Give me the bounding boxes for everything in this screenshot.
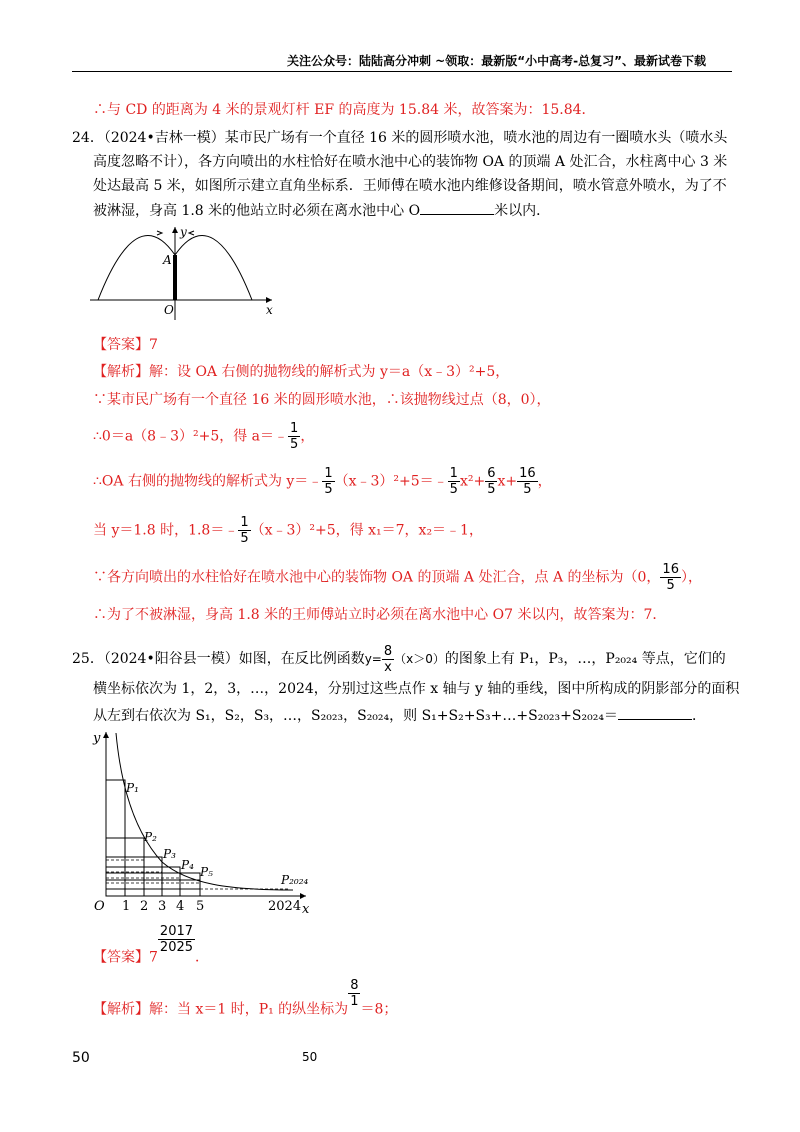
q24-frac-1-5: $\frac{1}{5}$	[290, 421, 299, 452]
q25-function: y= $\frac{8}{x}$ （x＞0）	[364, 644, 445, 675]
prev-conclusion: ∴与 CD 的距离为 4 米的景观灯杆 EF 的高度为 15.84 米，故答案为：15.84．	[93, 102, 596, 118]
q24-line-4-text: 被淋湿，身高 1.8 米的他站立时必须在离水池中心 O	[93, 203, 421, 219]
q24-sol-4: ∴OA 右侧的抛物线的解析式为 y＝﹣ $\frac{1}{5}$ （x﹣3）²+5＝﹣ $\frac{1}{5}$ x²+ $\frac{6}{5}$ x+ $\frac{16}{5}$ ，	[93, 466, 552, 497]
q25-tick-5: 5	[196, 899, 205, 914]
q25-label-P2024: P₂₀₂₄	[281, 873, 309, 887]
q24-line-3: 处达最高 5 米，如图所示建立直角坐标系．王师傅在喷水池内维修设备期间，喷水管意外喷水，为了不	[93, 178, 727, 194]
q25-sol-1: 【解析】解：当 x＝1 时，P₁ 的纵坐标为 $\frac{8}{1}$ ＝8；	[93, 978, 398, 1018]
q25-label-P5: P₅	[200, 865, 213, 879]
q24-left-parabola	[98, 235, 175, 300]
q24-label-y: y	[180, 225, 187, 239]
q25-line-1: 25．（2024•阳谷县一模）如图，在反比例函数y= $\frac{8}{x}$ （x＞0）的图象上有 P₁，P₃，…，P₂₀₂₄ 等点，它们的	[72, 644, 726, 675]
q24-sol-3-text: ∴0＝a（8﹣3）²+5，得 a＝﹣	[93, 428, 289, 445]
header-rule	[72, 71, 732, 72]
q25-frac-8-1: $\frac{8}{1}$	[350, 978, 359, 1009]
q24-sol-6-text: ∵各方向喷出的水柱恰好在喷水池中心的装饰物 OA 的顶端 A 处汇合，点 A 的坐标为（0，	[93, 569, 661, 586]
q25-line-2: 横坐标依次为 1，2，3，…，2024，分别过这些点作 x 轴与 y 轴的垂线，图中所构成的阴影部分的面积	[93, 681, 740, 697]
footer-page-center: 50	[302, 1050, 318, 1064]
q25-answer: 【答案】7 $\frac{2017}{2025}$ ．	[93, 924, 210, 966]
q24-answer	[93, 334, 158, 354]
q24-sol-5-text: 当 y＝1.8 时，1.8＝﹣	[93, 522, 239, 539]
q25-tick-3: 3	[158, 899, 167, 914]
q25-tick-1: 1	[122, 899, 131, 914]
q24-sol-7: ∴为了不被淋湿，身高 1.8 米的王师傅站立时必须在离水池中心 O7 米以内，故答案为：7．	[93, 607, 667, 623]
q25-answer-label: 【答案】	[93, 949, 149, 966]
q24-line-1: 24．（2024•吉林一模）某市民广场有一个直径 16 米的圆形喷水池，喷水池的周边有一圈喷水头（喷水头	[72, 130, 728, 146]
q24-line-2: 高度忽略不计），各方向喷出的水柱恰好在喷水池中心的装饰物 OA 的顶端 A 处汇合，水柱离中心 3 米	[93, 154, 728, 170]
q24-analysis-label: 【解析】	[93, 364, 149, 380]
q24-answer-blank	[420, 200, 494, 215]
q24-flow-arrow-right	[189, 231, 194, 235]
q25-tick-2024: 2024	[268, 899, 302, 914]
footer-page-left: 50	[72, 1050, 90, 1066]
q25-line-3: 从左到右依次为 S₁，S₂，S₃，…，S₂₀₂₃，S₂₀₂₄，则 S₁+S₂+S₃+…+S₂₀₂₃+S₂₀₂₄＝ ．	[93, 705, 706, 725]
q25-label-P4: P₄	[181, 858, 194, 872]
q25-dashed-lines	[106, 860, 288, 889]
q24-sol-1-text: 解：设 OA 右侧的抛物线的解析式为 y＝a（x﹣3）²+5，	[149, 364, 510, 380]
q25-tick-4: 4	[176, 899, 185, 914]
q24-sol-5: 当 y＝1.8 时，1.8＝﹣ $\frac{1}{5}$ （x﹣3）²+5，得 x₁＝7，x₂＝﹣1，	[93, 515, 483, 546]
q25-analysis-label: 【解析】	[93, 1001, 149, 1018]
q25-answer-frac: $\frac{2017}{2025}$	[159, 924, 194, 955]
q25-label-P1: P₁	[126, 781, 139, 795]
q24-sol-2: ∵某市民广场有一个直径 16 米的圆形喷水池，∴该抛物线过点（8，0），	[93, 392, 551, 408]
q25-line-1-text: 25．（2024•阳谷县一模）如图，在反比例函数	[72, 651, 365, 667]
q24-answer-label: 【答案】	[93, 337, 149, 353]
q24-sol-1	[93, 361, 509, 381]
q24-sol-3: ∴0＝a（8﹣3）²+5，得 a＝﹣ $\frac{1}{5}$ ，	[93, 421, 315, 452]
q24-parabola-figure	[90, 222, 280, 322]
page-header: 关注公众号：陆陆高分冲刺 ~领取：最新版“小中高考-总复习”、最新试卷下载	[287, 54, 706, 68]
q24-line-4	[93, 200, 550, 220]
q24-sol-6: ∵各方向喷出的水柱恰好在喷水池中心的装饰物 OA 的顶端 A 处汇合，点 A 的坐标为（0， $\frac{16}{5}$ ），	[93, 562, 702, 593]
q24-label-O: O	[164, 303, 174, 317]
q24-flow-arrow-left	[157, 231, 162, 235]
q24-line-4-end: 米以内．	[494, 203, 551, 219]
q24-answer-value: 7	[149, 337, 158, 353]
q25-tick-2: 2	[140, 899, 149, 914]
q25-label-x: x	[302, 902, 310, 917]
q24-label-A: A	[163, 253, 172, 267]
q25-label-O: O	[94, 899, 105, 914]
q25-answer-int: 7	[149, 949, 158, 966]
q24-right-parabola	[175, 235, 252, 300]
q24-sol-4-text: ∴OA 右侧的抛物线的解析式为 y＝﹣	[93, 473, 323, 490]
q25-hyperbola-figure	[88, 728, 320, 918]
q25-label-P3: P₃	[163, 847, 176, 861]
q24-y-arrow	[172, 227, 178, 233]
q25-y-arrow	[103, 732, 109, 738]
q24-label-x: x	[266, 303, 273, 317]
q25-label-y: y	[93, 731, 101, 746]
q25-label-P2: P₂	[144, 830, 157, 844]
q25-line-3-text: 从左到右依次为 S₁，S₂，S₃，…，S₂₀₂₃，S₂₀₂₄，则 S₁+S₂+S₃+…+S₂₀₂₃+S₂₀₂₄＝	[93, 708, 618, 724]
q25-answer-blank	[618, 705, 692, 720]
